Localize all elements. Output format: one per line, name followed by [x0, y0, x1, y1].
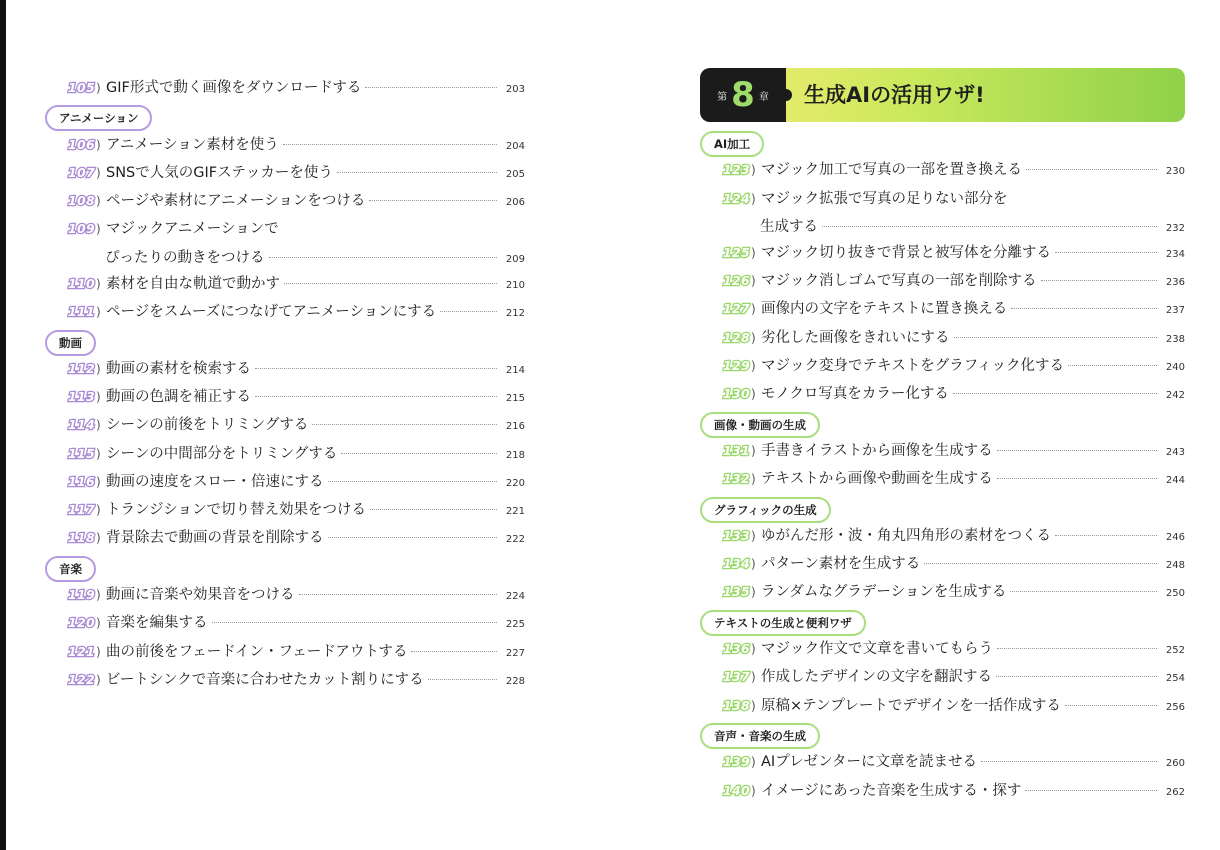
page-number: 220 [505, 477, 525, 489]
paren-icon: ) [751, 557, 756, 572]
section-heading [700, 609, 1185, 637]
entry-number: 114 [68, 417, 95, 433]
toc-entry[interactable] [45, 300, 525, 328]
paren-icon: ) [751, 783, 756, 798]
entry-title: ビートシンクで音楽に合わせたカット割りにする [106, 671, 424, 688]
entry-title: マジック加工で写真の一部を置き換える [761, 162, 1022, 179]
paren-icon: ) [96, 446, 101, 461]
section-heading [700, 496, 1185, 524]
page-number: 228 [505, 675, 525, 687]
leader-dots [299, 594, 498, 595]
page-number: 215 [505, 392, 525, 404]
leader-dots [1025, 790, 1157, 791]
toc-left-list [45, 76, 525, 696]
leader-dots [1026, 169, 1157, 170]
page-number: 218 [505, 449, 525, 461]
page-number: 227 [505, 647, 525, 659]
leader-dots [1041, 280, 1158, 281]
paren-icon: ) [751, 670, 756, 685]
leader-dots [1055, 535, 1157, 536]
entry-number: 121 [68, 643, 95, 659]
paren-icon: ) [96, 588, 101, 603]
leader-dots [1065, 705, 1157, 706]
entry-title: ページをスムーズにつなげてアニメーションにする [106, 304, 437, 321]
entry-title: マジック拡張で写真の足りない部分を [761, 190, 1008, 207]
leader-dots [997, 450, 1157, 451]
entry-title: 曲の前後をフェードイン・フェードアウトする [106, 643, 408, 660]
toc-entry[interactable] [45, 385, 525, 413]
section-label: 動画 [45, 330, 96, 356]
entry-number: 137 [723, 669, 750, 685]
leader-dots [255, 396, 497, 397]
toc-entry[interactable] [45, 526, 525, 554]
page-number: 237 [1165, 305, 1185, 317]
page-number: 248 [1165, 560, 1185, 572]
entry-title: パターン素材を生成する [761, 556, 921, 573]
paren-icon: ) [96, 137, 101, 152]
page-number: 252 [1165, 645, 1185, 657]
leader-dots [269, 257, 498, 258]
leader-dots [328, 481, 498, 482]
paren-icon: ) [751, 387, 756, 402]
leader-dots [370, 509, 497, 510]
toc-entry[interactable] [45, 413, 525, 441]
toc-entry[interactable] [45, 357, 525, 385]
leader-dots [312, 424, 497, 425]
section-label: グラフィックの生成 [700, 497, 831, 523]
page-number: 246 [1165, 531, 1185, 543]
paren-icon: ) [96, 616, 101, 631]
toc-entry[interactable] [45, 189, 525, 217]
page-number: 204 [505, 140, 525, 152]
entry-number: 110 [68, 275, 95, 291]
entry-title: ページや素材にアニメーションをつける [106, 193, 366, 210]
page-number: 221 [505, 506, 525, 518]
leader-dots [954, 337, 1158, 338]
leader-dots [996, 676, 1157, 677]
paren-icon: ) [751, 274, 756, 289]
toc-right-page [700, 68, 1185, 807]
toc-entry[interactable] [700, 269, 1185, 297]
paren-icon: ) [751, 472, 756, 487]
chapter-prefix: 第 [717, 91, 728, 103]
entry-title: 素材を自由な軌道で動かす [106, 275, 280, 292]
toc-entry[interactable] [700, 665, 1185, 693]
paren-icon: ) [96, 165, 101, 180]
page-number: 240 [1165, 362, 1185, 374]
toc-entry-continuation[interactable] [700, 215, 1185, 241]
chapter-suffix: 章 [758, 91, 769, 103]
toc-entry[interactable] [700, 439, 1185, 467]
page-number: 254 [1165, 673, 1185, 685]
entry-number: 115 [68, 445, 95, 461]
page-number: 250 [1165, 588, 1185, 600]
entry-number: 140 [723, 782, 750, 798]
leader-dots [341, 453, 497, 454]
entry-number: 122 [68, 671, 95, 687]
toc-entry[interactable] [700, 297, 1185, 325]
paren-icon: ) [96, 389, 101, 404]
entry-title: 作成したデザインの文字を翻訳する [761, 669, 992, 686]
toc-entry[interactable] [700, 779, 1185, 807]
page-number: 234 [1165, 248, 1185, 260]
toc-entry[interactable] [700, 467, 1185, 495]
entry-number: 136 [723, 641, 750, 657]
toc-entry[interactable] [45, 611, 525, 639]
paren-icon: ) [751, 302, 756, 317]
entry-title: マジック変身でテキストをグラフィック化する [761, 358, 1065, 375]
entry-number: 117 [68, 502, 95, 518]
entry-number: 127 [723, 301, 750, 317]
page-number: 225 [505, 619, 525, 631]
entry-title: トランジションで切り替え効果をつける [106, 502, 366, 519]
chapter-number: 8 [731, 75, 755, 115]
entry-title: マジックアニメーションで [106, 221, 279, 238]
paren-icon: ) [751, 330, 756, 345]
paren-icon: ) [96, 531, 101, 546]
entry-number: 132 [723, 471, 750, 487]
entry-title: GIF形式で動く画像をダウンロードする [106, 80, 362, 96]
paren-icon: ) [96, 644, 101, 659]
leader-dots [997, 478, 1157, 479]
entry-number: 124 [723, 190, 750, 206]
section-label: AI加工 [700, 131, 764, 157]
page-number: 262 [1165, 786, 1185, 798]
entry-title: イメージにあった音楽を生成する・探す [761, 782, 1022, 799]
entry-title: シーンの中間部分をトリミングする [106, 445, 338, 462]
entry-title: AIプレゼンターに文章を読ませる [761, 754, 978, 771]
page-number: 216 [505, 421, 525, 433]
entry-number: 123 [723, 162, 750, 178]
entry-number: 120 [68, 615, 95, 631]
paren-icon: ) [751, 528, 756, 543]
section-heading [700, 722, 1185, 750]
entry-title: マジック切り抜きで背景と被写体を分離する [761, 244, 1051, 261]
page-number: 224 [505, 591, 525, 603]
leader-dots [369, 200, 497, 201]
section-heading [700, 130, 1185, 158]
entry-number: 111 [68, 304, 95, 320]
page-number: 238 [1165, 333, 1185, 345]
toc-entry[interactable] [700, 637, 1185, 665]
entry-title: 画像内の文字をテキストに置き換える [761, 301, 1008, 318]
entry-number: 134 [723, 556, 750, 572]
leader-dots [1010, 591, 1157, 592]
page-number: 243 [1165, 446, 1185, 458]
paren-icon: ) [96, 672, 101, 687]
chapter-title: 生成AIの活用ワザ! [804, 83, 985, 107]
section-label: 画像・動画の生成 [700, 412, 820, 438]
paren-icon: ) [96, 418, 101, 433]
section-label: 音声・音楽の生成 [700, 723, 820, 749]
paren-icon: ) [96, 222, 101, 237]
entry-number: 105 [68, 80, 95, 95]
entry-number: 139 [723, 754, 750, 770]
toc-entry[interactable] [700, 524, 1185, 552]
paren-icon: ) [751, 443, 756, 458]
toc-entry[interactable] [45, 583, 525, 611]
paren-icon: ) [751, 585, 756, 600]
page-number: 222 [505, 534, 525, 546]
paren-icon: ) [751, 245, 756, 260]
paren-icon: ) [96, 503, 101, 518]
section-heading [45, 328, 525, 356]
toc-entry[interactable] [45, 470, 525, 498]
page-number: 212 [505, 308, 525, 320]
entry-number: 131 [723, 442, 750, 458]
leader-dots [328, 537, 498, 538]
paren-icon: ) [751, 163, 756, 178]
entry-title: モノクロ写真をカラー化する [761, 386, 949, 403]
chapter-header [700, 68, 1185, 122]
entry-title: SNSで人気のGIFステッカーを使う [106, 164, 333, 181]
entry-number: 128 [723, 329, 750, 345]
entry-number: 129 [723, 358, 750, 374]
toc-entry[interactable] [45, 217, 525, 245]
entry-title: 動画の素材を検索する [106, 360, 251, 377]
leader-dots [255, 368, 497, 369]
entry-title: 原稿×テンプレートでデザインを一括作成する [761, 697, 1061, 714]
toc-entry[interactable] [45, 640, 525, 668]
entry-number: 133 [723, 527, 750, 543]
leader-dots [337, 172, 497, 173]
page-number: 256 [1165, 701, 1185, 713]
toc-entry[interactable] [700, 158, 1185, 186]
toc-entry[interactable] [700, 382, 1185, 410]
leader-dots [440, 311, 497, 312]
entry-title: 動画に音楽や効果音をつける [106, 587, 295, 604]
page-number: 236 [1165, 277, 1185, 289]
entry-title: アニメーション素材を使う [106, 136, 279, 153]
entry-title: マジック作文で文章を書いてもらう [761, 641, 993, 658]
toc-entry[interactable] [45, 161, 525, 189]
page-number: 242 [1165, 390, 1185, 402]
paren-icon: ) [751, 642, 756, 657]
toc-entry[interactable] [700, 552, 1185, 580]
toc-entry[interactable] [45, 133, 525, 161]
entry-number: 138 [723, 697, 750, 713]
leader-dots [924, 563, 1157, 564]
leader-dots [822, 226, 1157, 227]
entry-number: 106 [68, 136, 95, 152]
section-label: 音楽 [45, 556, 96, 582]
toc-entry-continuation[interactable] [45, 246, 525, 272]
entry-number: 116 [68, 473, 95, 489]
entry-title: 動画の色調を補正する [106, 388, 251, 405]
leader-dots [365, 87, 497, 88]
toc-entry[interactable] [700, 694, 1185, 722]
entry-title: ランダムなグラデーションを生成する [761, 584, 1007, 601]
toc-entry[interactable] [45, 272, 525, 300]
leader-dots [997, 648, 1157, 649]
entry-title: マジック消しゴムで写真の一部を削除する [761, 273, 1037, 290]
entry-number: 118 [68, 530, 95, 546]
entry-title: テキストから画像や動画を生成する [761, 471, 993, 488]
leader-dots [283, 144, 497, 145]
paren-icon: ) [96, 305, 101, 320]
toc-entry[interactable] [45, 76, 525, 104]
toc-entry[interactable] [700, 326, 1185, 354]
entry-title: 手書きイラストから画像を生成する [761, 442, 993, 459]
chapter-badge [700, 68, 786, 122]
leader-dots [953, 393, 1157, 394]
toc-entry[interactable] [700, 354, 1185, 382]
entry-number: 135 [723, 584, 750, 600]
entry-number: 130 [723, 386, 750, 402]
page-number: 203 [505, 84, 525, 95]
entry-title: 劣化した画像をきれいにする [761, 329, 950, 346]
entry-number: 109 [68, 221, 95, 237]
entry-title: 音楽を編集する [106, 615, 208, 632]
section-heading [45, 104, 525, 132]
toc-entry[interactable] [700, 750, 1185, 778]
section-heading [700, 411, 1185, 439]
entry-title: シーンの前後をトリミングする [106, 417, 309, 434]
entry-number: 125 [723, 244, 750, 260]
section-label: テキストの生成と便利ワザ [700, 610, 866, 636]
paren-icon: ) [751, 698, 756, 713]
toc-right-list [700, 130, 1185, 807]
paren-icon: ) [96, 81, 101, 95]
leader-dots [1068, 365, 1157, 366]
section-heading [45, 555, 525, 583]
page-number: 206 [505, 197, 525, 209]
entry-number: 107 [68, 164, 95, 180]
toc-entry[interactable] [700, 580, 1185, 608]
entry-number: 108 [68, 193, 95, 209]
entry-title: 動画の速度をスロー・倍速にする [106, 473, 324, 490]
leader-dots [1011, 308, 1157, 309]
section-label: アニメーション [45, 105, 152, 131]
leader-dots [981, 761, 1157, 762]
paren-icon: ) [96, 194, 101, 209]
leader-dots [284, 283, 497, 284]
toc-entry[interactable] [700, 241, 1185, 269]
page-number: 244 [1165, 475, 1185, 487]
page-number: 214 [505, 364, 525, 376]
page-number: 205 [505, 168, 525, 180]
leader-dots [411, 651, 497, 652]
page-number: 210 [505, 279, 525, 291]
entry-title: ゆがんだ形・波・角丸四角形の素材をつくる [761, 527, 1051, 544]
paren-icon: ) [96, 361, 101, 376]
page-number: 230 [1165, 166, 1185, 178]
leader-dots [1055, 252, 1157, 253]
toc-entry[interactable] [700, 187, 1185, 215]
toc-entry[interactable] [45, 498, 525, 526]
paren-icon: ) [751, 755, 756, 770]
page-number: 260 [1165, 758, 1185, 770]
paren-icon: ) [96, 276, 101, 291]
entry-title: 生成する [760, 218, 818, 235]
toc-entry[interactable] [45, 668, 525, 696]
book-spine-edge [0, 0, 6, 850]
entry-title: ぴったりの動きをつける [105, 249, 265, 266]
chapter-dot-icon [780, 89, 792, 101]
toc-left-page [45, 76, 525, 696]
leader-dots [212, 622, 498, 623]
page-number: 209 [505, 253, 525, 265]
toc-entry[interactable] [45, 442, 525, 470]
entry-number: 119 [68, 587, 95, 603]
entry-number: 113 [68, 388, 95, 404]
paren-icon: ) [96, 474, 101, 489]
entry-number: 126 [723, 273, 750, 289]
page-number: 232 [1165, 222, 1185, 234]
entry-title: 背景除去で動画の背景を削除する [106, 530, 324, 547]
leader-dots [428, 679, 497, 680]
paren-icon: ) [751, 359, 756, 374]
paren-icon: ) [751, 191, 756, 206]
entry-number: 112 [68, 360, 95, 376]
